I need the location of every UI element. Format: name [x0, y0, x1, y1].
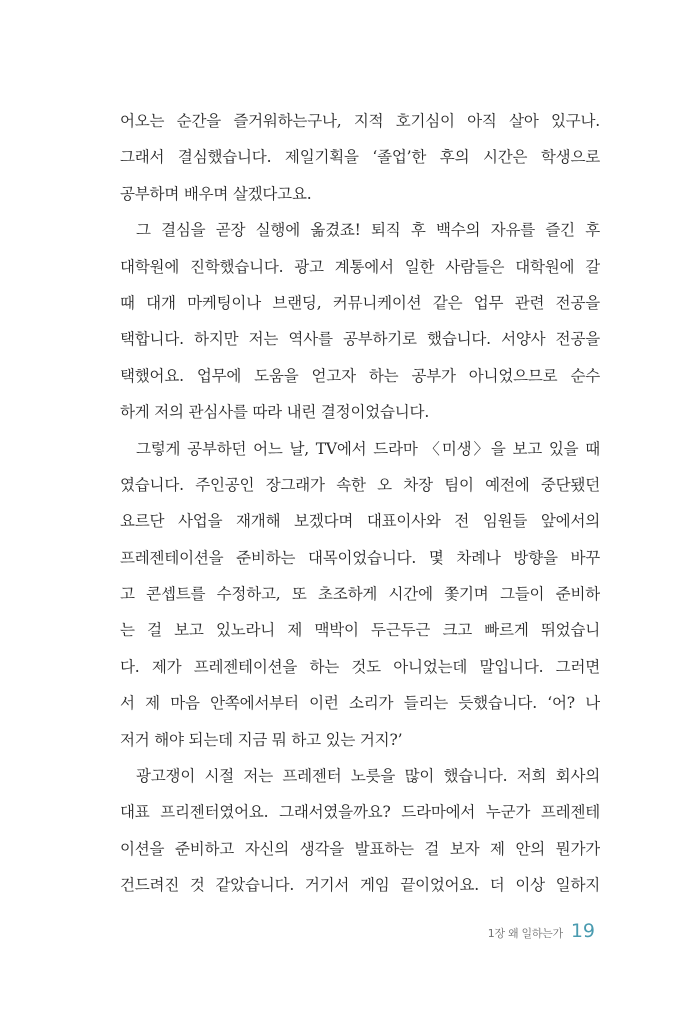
text-line: 공부하며 배우며 살겠다고요.	[120, 184, 312, 203]
text-line: 그래서 결심했습니다. 제일기획을 ‘졸업’한 후의 시간은 학생으로	[120, 148, 600, 167]
page-number: 19	[570, 920, 595, 942]
text-line: 였습니다. 주인공인 장그래가 속한 오 차장 팀이 예전에 중단됐던	[120, 475, 600, 494]
text-line: 택했어요. 업무에 도움을 얻고자 하는 공부가 아니었으므로 순수	[120, 366, 600, 385]
text-line: 어오는 순간을 즐거워하는구나, 지적 호기심이 아직 살아 있구나.	[120, 112, 600, 130]
text-line: 다. 제가 프레젠테이션을 하는 것도 아니었는데 말입니다. 그러면	[120, 657, 600, 676]
text-line: 프레젠테이션을 준비하는 대목이었습니다. 몇 차례나 방향을 바꾸	[120, 548, 600, 567]
text-line: 건드려진 것 같았습니다. 거기서 게임 끝이었어요. 더 이상 일하지	[120, 876, 600, 895]
text-line: 그렇게 공부하던 어느 날, TV에서 드라마 〈미생〉을 보고 있을 때	[136, 439, 600, 458]
text-line: 그 결심을 곧장 실행에 옮겼죠! 퇴직 후 백수의 자유를 즐긴 후	[136, 221, 600, 240]
text-line: 대표 프리젠터였어요. 그래서였을까요? 드라마에서 누군가 프레젠테	[120, 803, 600, 822]
text-line: 고 콘셉트를 수정하고, 또 초조하게 시간에 쫓기며 그들이 준비하	[120, 585, 600, 604]
page-footer	[488, 920, 595, 942]
text-line: 대학원에 진학했습니다. 광고 계통에서 일한 사람들은 대학원에 갈	[120, 257, 600, 276]
text-line: 이션을 준비하고 자신의 생각을 발표하는 걸 보자 제 안의 뭔가가	[120, 839, 600, 858]
text-line: 저거 해야 되는데 지금 뭐 하고 있는 거지?’	[120, 730, 403, 749]
text-line: 때 대개 마케팅이나 브랜딩, 커뮤니케이션 같은 업무 관련 전공을	[120, 293, 600, 312]
text-line: 광고쟁이 시절 저는 프레젠터 노릇을 많이 했습니다. 저희 회사의	[136, 767, 600, 786]
running-head: 1장 왜 일하는가	[487, 927, 563, 940]
body-text	[120, 103, 600, 904]
text-line: 서 제 마음 안쪽에서부터 이런 소리가 들리는 듯했습니다. ‘어? 나	[120, 694, 600, 713]
text-line: 택합니다. 하지만 저는 역사를 공부하기로 했습니다. 서양사 전공을	[120, 330, 600, 349]
text-line: 는 걸 보고 있노라니 제 맥박이 두근두근 크고 빠르게 뛰었습니	[120, 621, 600, 640]
text-line: 요르단 사업을 재개해 보겠다며 대표이사와 전 임원들 앞에서의	[120, 512, 600, 531]
text-line: 하게 저의 관심사를 따라 내린 결정이었습니다.	[120, 403, 430, 422]
